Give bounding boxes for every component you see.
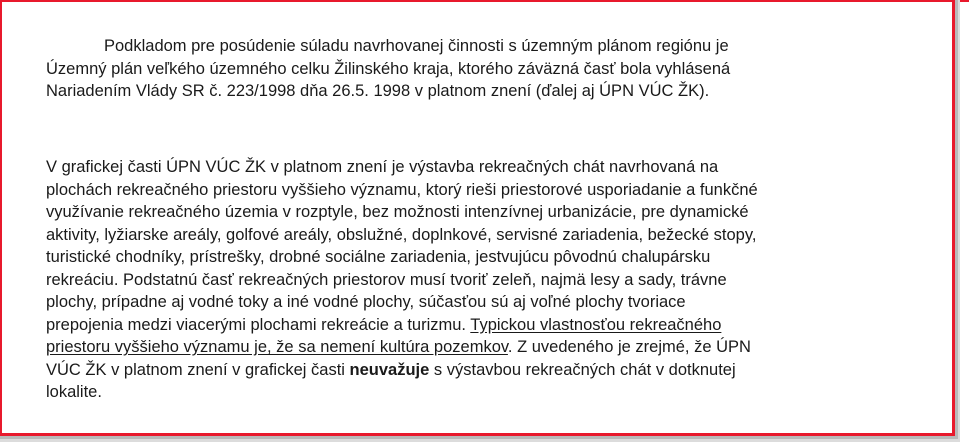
paragraph-line-mixed — [46, 359, 946, 382]
paragraph-line: turistické chodníky, prístrešky, drobné sociálne zariadenia, jestvujúcu pôvodnú chalupársku — [46, 248, 711, 266]
paragraph-line: plochách rekreačného priestoru vyššieho významu, ktorý rieši priestorové usporiadanie a funkčné — [46, 180, 758, 199]
paragraph-line: plochy, prípadne aj vodné toky a iné vodné plochy, súčasťou sú aj voľné plochy tvoriace — [46, 293, 686, 311]
underlined-text: Typickou vlastnosťou rekreačného — [470, 315, 722, 334]
text-run: prepojenia medzi viacerými plochami rekreácie a turizmu. — [46, 315, 471, 334]
paragraph-line: rekreáciu. Podstatnú časť rekreačných priestorov musí tvoriť zeleň, najmä lesy a sady, trávne — [46, 270, 727, 289]
paragraph-line: využívanie rekreačného územia v rozptyle, bez možnosti intenzívnej urbanizácie, pre dynamické — [46, 203, 749, 221]
frame-border-left — [0, 0, 2, 442]
paragraph-line: Podkladom pre posúdenie súladu navrhovanej činnosti s územným plánom regiónu je — [104, 37, 729, 55]
text-run: s výstavbou rekreačných chát v dotknutej — [429, 360, 736, 379]
paragraph-line: aktivity, lyžiarske areály, golfové areály, obslužné, doplnkové, servisné zariadenia, bežecké stopy, — [46, 225, 757, 244]
text-run: VÚC ŽK v platnom znení v grafickej časti — [46, 360, 350, 379]
frame-shadow-right-outer — [958, 0, 960, 442]
frame-border-top — [0, 0, 969, 2]
underlined-text: priestoru vyššieho významu je, že sa nemení kultúra pozemkov — [46, 338, 508, 356]
paragraph-graphic-part — [46, 156, 946, 404]
text-run: . Z uvedeného je zrejmé, že ÚPN — [507, 338, 751, 356]
paragraph-line-mixed — [46, 314, 946, 337]
paragraph-line-mixed — [46, 336, 946, 359]
paragraph-land-use-basis — [46, 35, 946, 103]
paragraph-line: V grafickej časti ÚPN VÚC ŽK v platnom znení je výstavba rekreačných chát navrhovaná na — [46, 158, 719, 176]
paragraph-line: Územný plán veľkého územného celku Žilinského kraja, ktorého záväzná časť bola vyhlásená — [46, 59, 731, 78]
paragraph-line: Nariadením Vlády SR č. 223/1998 dňa 26.5. 1998 v platnom znení (ďalej aj ÚPN VÚC ŽK). — [46, 82, 710, 100]
bold-text: neuvažuje — [349, 360, 430, 379]
paragraph-line: lokalite. — [46, 383, 102, 401]
